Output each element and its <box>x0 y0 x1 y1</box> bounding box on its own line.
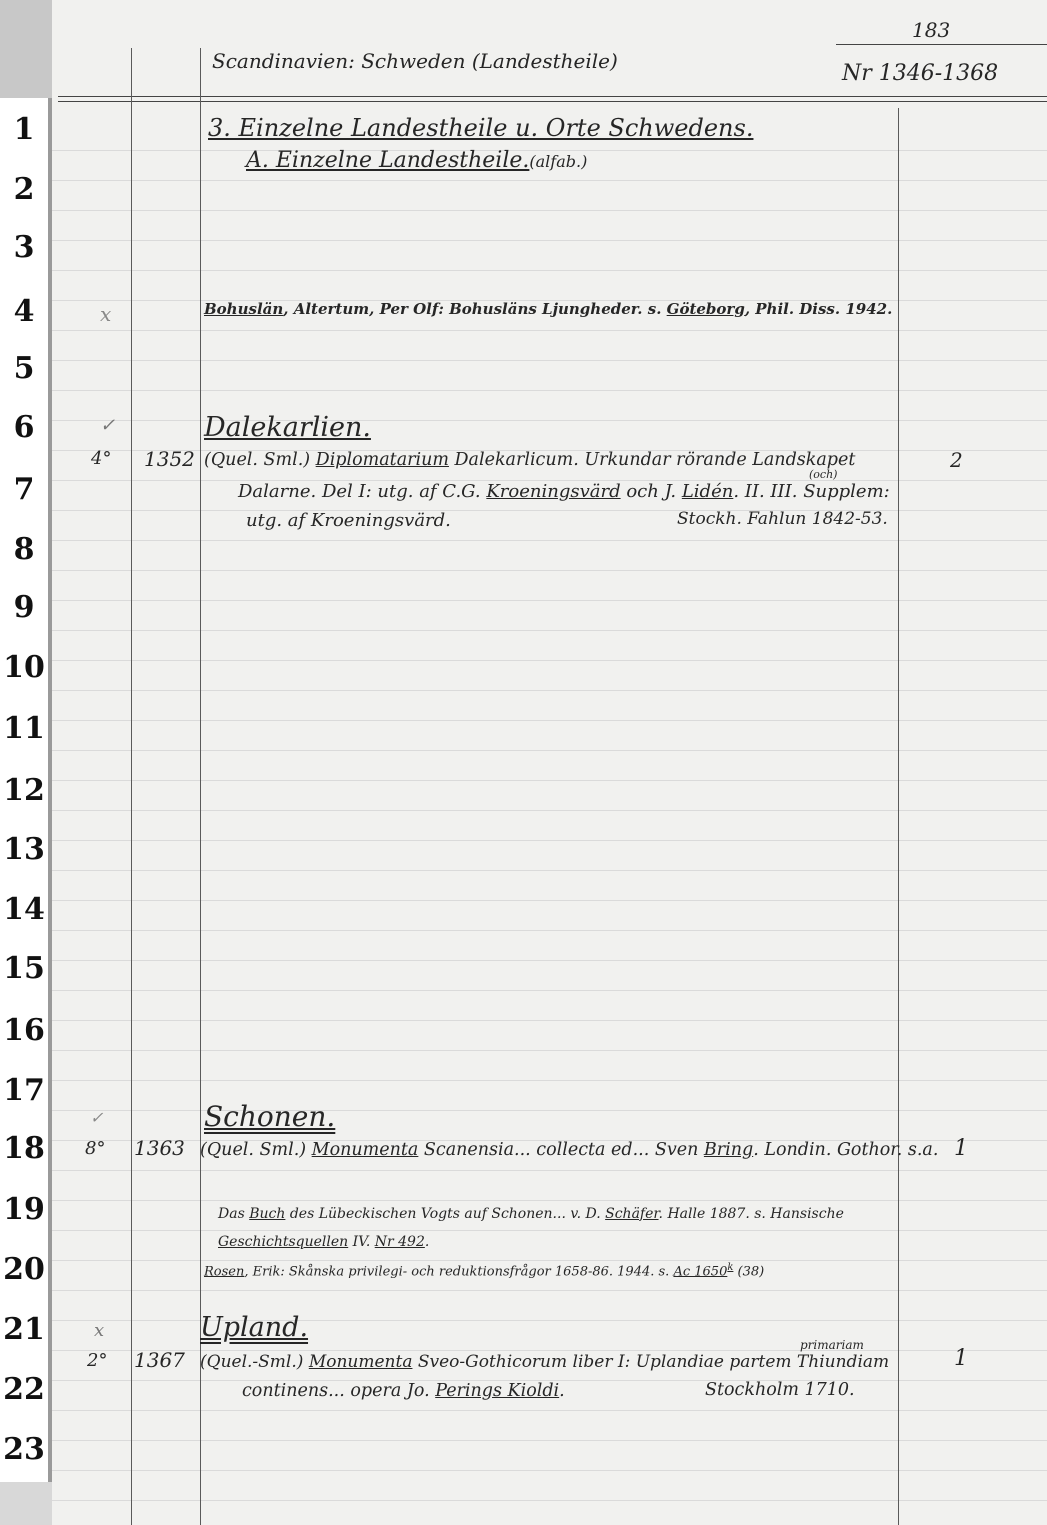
additional-entry: Rosen, Erik: Skånska privilegi- och reduktionsfrågor 1658-86. 1944. s. Ac 1650$^k$ (38) <box>204 1262 765 1280</box>
line-number: 20 <box>3 1252 45 1287</box>
column-divider <box>131 48 132 1525</box>
line-number: 9 <box>13 590 35 625</box>
line-number: 3 <box>13 230 35 265</box>
line-number: 14 <box>3 892 45 927</box>
volume-count: 1 <box>954 1136 968 1161</box>
page-title: Scandinavien: Schweden (Landestheile) <box>212 49 618 73</box>
line-number: 11 <box>3 711 45 746</box>
line-number: 13 <box>3 832 45 867</box>
line-number: 4 <box>13 294 35 329</box>
header-rule <box>58 101 1047 102</box>
line-number: 7 <box>13 472 35 507</box>
additional-entry: Geschichtsquellen IV. Nr 492. <box>218 1234 430 1250</box>
check-mark: ✓ <box>90 1108 104 1127</box>
format-size: 4° <box>91 448 112 469</box>
line-number: 6 <box>13 410 35 445</box>
check-mark: x <box>94 1320 105 1341</box>
line-number: 21 <box>3 1312 45 1347</box>
section-heading: 3. Einzelne Landestheile u. Orte Schwedens. <box>208 114 754 142</box>
format-size: 2° <box>87 1350 108 1371</box>
line-number: 17 <box>3 1073 45 1108</box>
line-number: 2 <box>13 172 35 207</box>
header-rule <box>58 96 1047 97</box>
entry-line: utg. af Kroeningsvärd. <box>246 510 451 531</box>
catalog-number: 1367 <box>134 1348 185 1372</box>
page-number: 183 <box>912 18 951 42</box>
entry-line: continens... opera Jo. Perings Kioldi. <box>242 1381 565 1401</box>
check-mark: x <box>100 302 112 326</box>
line-number: 1 <box>13 112 35 147</box>
line-number: 8 <box>13 532 35 567</box>
catalog-number: 1352 <box>144 447 195 471</box>
format-size: 8° <box>85 1138 106 1159</box>
entry-bohuslan: Bohuslän, Altertum, Per Olf: Bohusläns Ljungheder. s. Göteborg, Phil. Diss. 1942. <box>204 300 893 318</box>
region-heading: Upland. <box>200 1312 309 1343</box>
additional-entry: Das Buch des Lübeckischen Vogts auf Schonen... v. D. Schäfer. Halle 1887. s. Hansische <box>218 1206 844 1222</box>
line-number: 23 <box>3 1432 45 1467</box>
line-number: 10 <box>3 650 45 685</box>
interlinear-note: primariam <box>800 1338 864 1352</box>
imprint: Stockholm 1710. <box>705 1380 855 1400</box>
line-number: 19 <box>3 1192 45 1227</box>
volume-count: 2 <box>950 448 963 472</box>
line-number: 5 <box>13 351 35 386</box>
entry-line: (Quel. Sml.) Diplomatarium Dalekarlicum. Urkundar rörande Landskapet <box>204 450 856 470</box>
volume-count: 1 <box>954 1346 968 1371</box>
line-number: 18 <box>3 1131 45 1166</box>
region-heading: Schonen. <box>204 1100 336 1133</box>
line-number: 15 <box>3 951 45 986</box>
column-divider <box>200 48 201 1525</box>
check-mark: ✓ <box>100 415 116 436</box>
catalog-page <box>52 0 1047 1525</box>
page-number-rule <box>836 44 1047 45</box>
imprint: Stockh. Fahlun 1842-53. <box>677 509 888 529</box>
interlinear-note: (och) <box>809 468 838 481</box>
entry-line: Dalarne. Del I: utg. af C.G. Kroeningsvärd och J. Lidén. II. III. Supplem: <box>238 481 890 502</box>
subsection-heading: A. Einzelne Landestheile.(alfab.) <box>246 148 588 173</box>
line-number: 16 <box>3 1013 45 1048</box>
line-number: 22 <box>3 1372 45 1407</box>
line-number: 12 <box>3 773 45 808</box>
entry-line: (Quel. Sml.) Monumenta Scanensia... collecta ed... Sven Bring. Londin. Gothor. s.a. <box>200 1140 939 1160</box>
scan-gutter-top <box>0 0 52 98</box>
column-divider <box>898 108 899 1525</box>
number-range: Nr 1346-1368 <box>842 61 999 86</box>
catalog-number: 1363 <box>134 1136 185 1160</box>
region-heading: Dalekarlien. <box>204 412 371 443</box>
entry-line: (Quel.-Sml.) Monumenta Sveo-Gothicorum liber I: Uplandiae partem Thiundiam <box>200 1352 890 1372</box>
